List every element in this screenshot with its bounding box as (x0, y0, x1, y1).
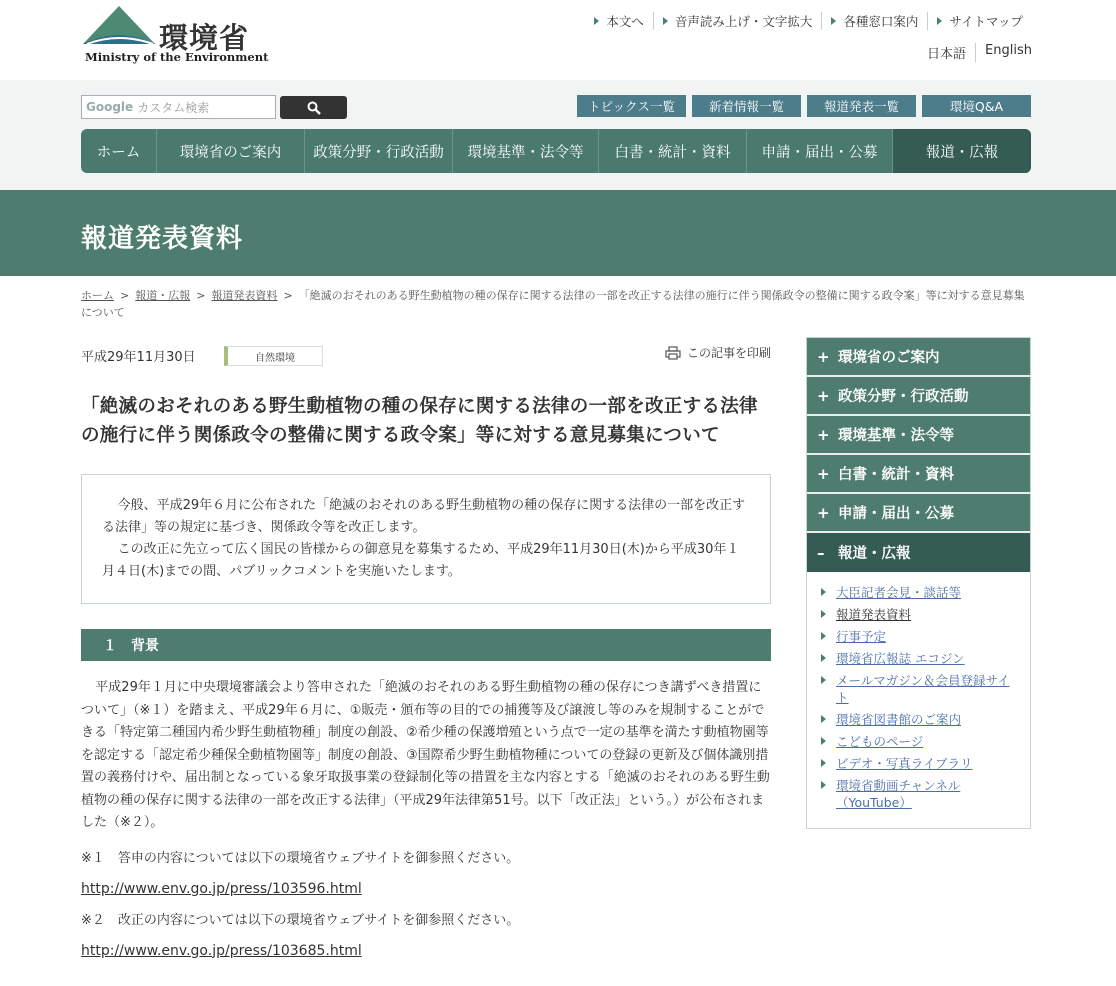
article (81, 340, 771, 959)
page-title-band (0, 190, 1116, 276)
arrow-right-icon (821, 610, 826, 618)
subnav-press-conference[interactable]: 大臣記者会見・談話等 (821, 584, 1020, 601)
arrow-right-icon (821, 654, 826, 662)
arrow-right-icon (937, 17, 942, 25)
arrow-right-icon (821, 759, 826, 767)
util-link-skip-to-content[interactable]: 本文へ (585, 12, 653, 30)
breadcrumb-press[interactable]: 報道・広報 (135, 289, 191, 302)
subnav-ecojin[interactable]: 環境省広報誌 エコジン (821, 650, 1020, 667)
side-nav-standards[interactable]: + 環境基準・法令等 (807, 416, 1030, 455)
side-nav-about[interactable]: + 環境省のご案内 (807, 338, 1030, 377)
breadcrumb (81, 287, 1031, 321)
search-brand: Google (86, 100, 134, 114)
article-meta (81, 340, 771, 370)
plus-icon: + (817, 425, 830, 444)
arrow-right-icon (831, 17, 836, 25)
subnav-mail-magazine[interactable]: メールマガジン＆会員登録サイト (821, 672, 1020, 706)
logo-english-text: Ministry of the Environment (85, 50, 269, 64)
arrow-right-icon (821, 715, 826, 723)
summary-paragraph: 今般、平成29年６月に公布された「絶滅のおそれのある野生動植物の種の保存に関する法律の一部を改正する法律」等の規定に基づき、関係政令等を改正します。 (102, 498, 746, 535)
breadcrumb-separator: > (283, 289, 293, 302)
mountain-logo-icon (83, 4, 157, 48)
navigation-band (0, 80, 1116, 190)
nav-policy[interactable]: 政策分野・行政活動 (305, 129, 453, 173)
search-button[interactable] (280, 96, 347, 119)
site-header (0, 0, 1116, 80)
util-link-sitemap[interactable]: サイトマップ (927, 12, 1032, 30)
nav-applications[interactable]: 申請・届出・公募 (747, 129, 893, 173)
reference-link-2[interactable]: http://www.env.go.jp/press/103685.html (81, 942, 362, 959)
subnav-video-photo[interactable]: ビデオ・写真ライブラリ (821, 755, 1020, 772)
summary-paragraph: この改正に先立って広く国民の皆様からの御意見を募集するため、平成29年11月30日(木)から平成30年１月４日(木)までの間、パブリックコメントを実施いたします。 (102, 542, 740, 579)
subnav-events[interactable]: 行事予定 (821, 628, 1020, 645)
breadcrumb-current: 「絶滅のおそれのある野生動植物の種の保存に関する法律の一部を改正する法律の施行に伴う関係政令の整備に関する政令案」等に対する意見募集について (81, 289, 1025, 319)
plus-icon: + (817, 503, 830, 522)
breadcrumb-separator: > (120, 289, 130, 302)
subnav-kids[interactable]: こどものページ (821, 733, 1020, 750)
breadcrumb-press-releases[interactable]: 報道発表資料 (211, 289, 278, 302)
util-link-accessibility[interactable]: 音声読み上げ・文字拡大 (653, 12, 822, 30)
arrow-right-icon (821, 632, 826, 640)
arrow-right-icon (821, 781, 826, 789)
article-date: 平成29年11月30日 (81, 350, 196, 365)
page-title: 報道発表資料 (81, 224, 244, 254)
subnav-youtube[interactable]: 環境省動画チャンネル（YouTube） (821, 777, 1020, 811)
plus-icon: + (817, 464, 830, 483)
nav-about[interactable]: 環境省のご案内 (157, 129, 305, 173)
plus-icon: + (817, 386, 830, 405)
footnote-1: ※１ 答申の内容については以下の環境省ウェブサイトを御参照ください。 (81, 850, 520, 866)
quick-link-new-info[interactable]: 新着情報一覧 (692, 95, 801, 117)
arrow-right-icon (663, 17, 668, 25)
subnav-library[interactable]: 環境省図書館のご案内 (821, 711, 1020, 728)
nav-whitepaper[interactable]: 白書・統計・資料 (599, 129, 747, 173)
language-switch (918, 43, 1032, 62)
quick-link-qa[interactable]: 環境Q&A (922, 95, 1031, 117)
footnote-2: ※２ 改正の内容については以下の環境省ウェブサイトを御参照ください。 (81, 912, 520, 928)
breadcrumb-separator: > (196, 289, 206, 302)
category-badge[interactable]: 自然環境 (224, 346, 323, 366)
article-summary (81, 474, 771, 604)
utility-links (585, 12, 1032, 30)
search-icon (307, 101, 321, 115)
arrow-right-icon (594, 17, 599, 25)
lang-english[interactable]: English (975, 43, 1032, 62)
plus-icon: + (817, 347, 830, 366)
subnav-press-releases[interactable]: 報道発表資料 (821, 606, 1020, 623)
printer-icon (665, 346, 681, 360)
logo-japanese-text: 環境省 (159, 21, 250, 55)
util-link-contacts[interactable]: 各種窓口案内 (821, 12, 927, 30)
arrow-right-icon (821, 737, 826, 745)
side-nav (806, 337, 1031, 829)
side-subnav (807, 572, 1030, 828)
breadcrumb-home[interactable]: ホーム (81, 289, 114, 302)
side-nav-policy[interactable]: + 政策分野・行政活動 (807, 377, 1030, 416)
section-body: 平成29年１月に中央環境審議会より答申された「絶滅のおそれのある野生動植物の種の保存につき講ずべき措置について」（※１）を踏まえ、平成29年６月に、①販売・頒布等の目的での捕獲等及び譲渡し等のみを規制することができる「特定第二種国内希少野生動植物種」制度の創設、②希少種の保護増殖という点で一定の基準を満たす動植物園等を認定する「認定希少種保全動植物園等」制度の創設、③国際希少野生動植物種についての登録の更新及び個体識別措置の義務付けや、届出制となっている象牙取扱事業の登録制化等の措置を主な内容とする「絶滅のおそれのある野生動植物の種の保存に関する法律の一部を改正する法律」（平成29年法律第51号。以下「改正法」という。）が公布されました（※２）。 (81, 680, 770, 830)
arrow-right-icon (821, 676, 826, 684)
nav-home[interactable]: ホーム (81, 129, 157, 173)
article-title: 「絶滅のおそれのある野生動植物の種の保存に関する法律の一部を改正する法律の施行に伴う関係政令の整備に関する政令案」等に対する意見募集について (81, 396, 758, 446)
arrow-right-icon (821, 588, 826, 596)
nav-press[interactable]: 報道・広報 (893, 129, 1031, 173)
quick-link-press-list[interactable]: 報道発表一覧 (807, 95, 916, 117)
nav-standards[interactable]: 環境基準・法令等 (453, 129, 599, 173)
quick-link-topics[interactable]: トピックス一覧 (577, 95, 686, 117)
side-nav-press[interactable]: – 報道・広報 (807, 533, 1030, 572)
side-nav-applications[interactable]: + 申請・届出・公募 (807, 494, 1030, 533)
minus-icon: – (817, 543, 825, 562)
print-label: この記事を印刷 (686, 346, 771, 360)
global-nav (81, 129, 1031, 173)
lang-japanese[interactable]: 日本語 (927, 47, 967, 62)
side-nav-whitepaper[interactable]: + 白書・統計・資料 (807, 455, 1030, 494)
section-heading: １ 背景 (81, 629, 771, 661)
search-input[interactable] (81, 95, 276, 119)
search-placeholder: カスタム検索 (137, 100, 210, 115)
site-logo[interactable] (83, 4, 269, 64)
print-button[interactable] (665, 344, 771, 361)
reference-link-1[interactable]: http://www.env.go.jp/press/103596.html (81, 880, 362, 897)
